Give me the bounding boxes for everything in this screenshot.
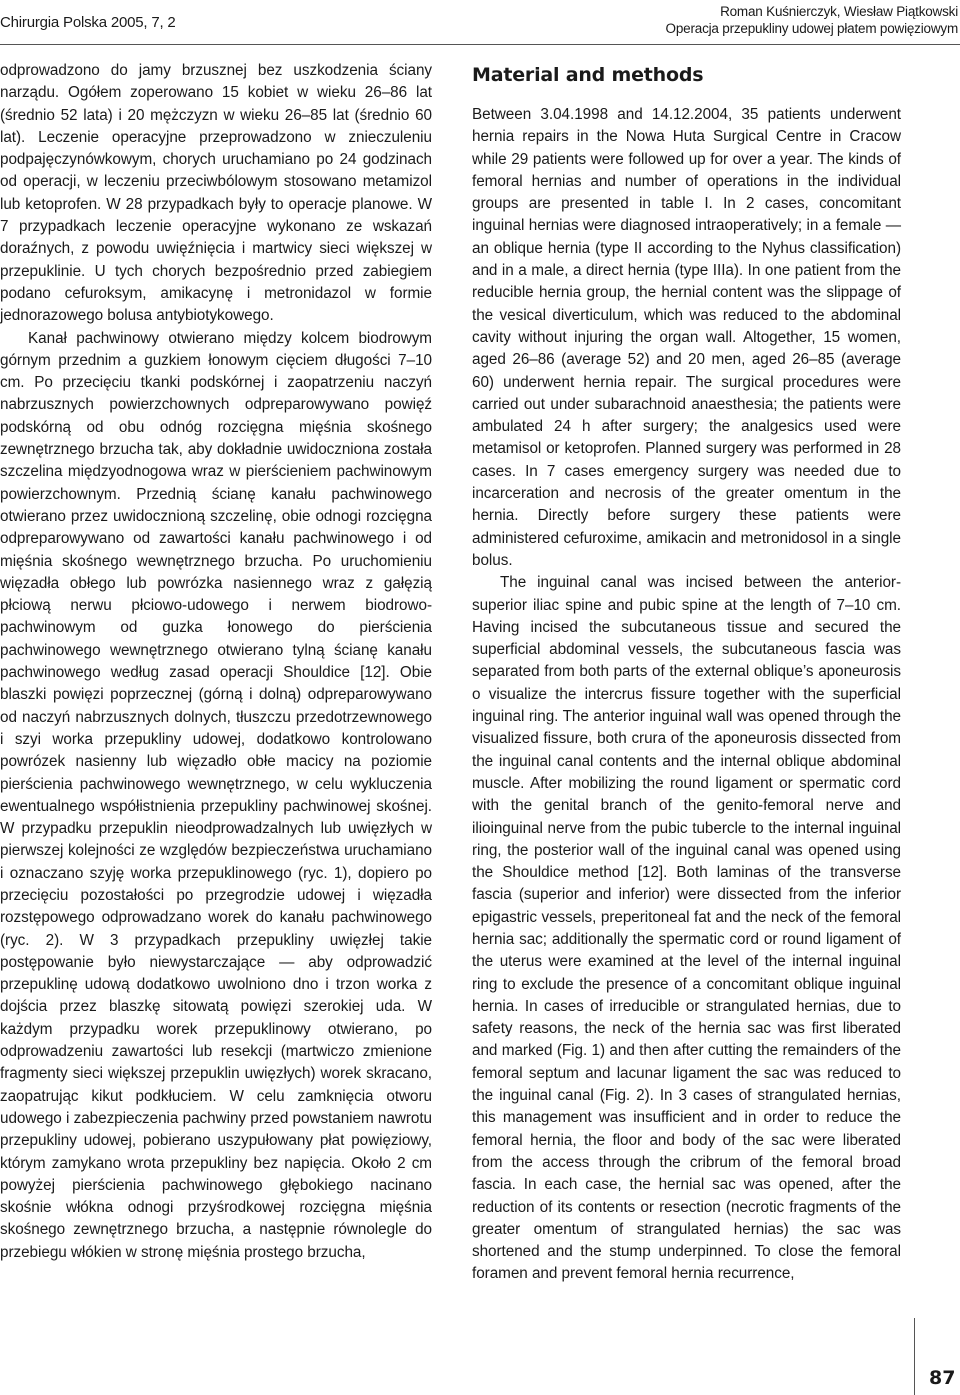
header-divider [0,44,960,45]
page-number: 87 [929,1367,956,1389]
right-paragraph-1: Between 3.04.1998 and 14.12.2004, 35 patients underwent hernia repairs in the Nowa Huta Surgical Centre in Cracow while 29 patients were followed up for over a year. The kinds of femoral hernias and number of operations in the individual groups are presented in table I. In 2 cases, concomitant inguinal hernias were diagnosed intraoperatively; in a female — an oblique hernia (type II according to the Nyhus classification) and in a male, a direct hernia (type IIIa). In one patient from the reducible hernia group, the hernial content was the slippage of the vesical diverticulum, which was reduced to the abdominal cavity without injuring the organ wall. Altogether, 15 women, aged 26–86 (average 52) and 20 men, aged 26–85 (average 60) underwent hernia repair. The surgical procedures were carried out under subarachnoid anaesthesia; the patients were ambulated 24 h after surgery; the analgesics used were metamisol or ketoprofen. Planned surgery was performed in 28 cases. In 7 cases emergency surgery was needed due to incarceration and necrosis of the greater omentum in the hernia. Directly before surgery these patients were administered cefuroxime, amikacin and metronidosol in a single bolus. [472,106,901,569]
journal-citation: Chirurgia Polska 2005, 7, 2 [0,14,176,31]
left-column-polish-text [0,60,432,1264]
left-paragraph-1: odprowadzono do jamy brzusznej bez uszkodzenia ściany narządu. Ogółem zoperowano 15 kobiet w wieku 26–86 lat (średnio 52 lata) i 20 mężczyzn w wieku 26–85 lat (średnio 60 lat). Leczenie operacyjne przeprowadzono w znieczuleniu podpajęczynówkowym, chorych uruchamiano po 24 godzinach od operacji, w leczeniu przeciwbólowym stosowano metamizol lub ketoprofen. W 28 przypadkach były to operacje planowe. W 7 przypadkach leczenie operacyjne wykonano ze wskazań doraźnych, z powodu uwięźnięcia i martwicy sieci większej w przepuklinie. U tych chorych bezpośrednio przed zabiegiem podano cefuroksym, amikacynę i metronidazol w formie jednorazowego bolusa antybiotykowego. [0,62,432,325]
left-paragraph-2: Kanał pachwinowy otwierano między kolcem biodrowym górnym przednim a guzkiem łonowym cięciem długości 7–10 cm. Po przecięciu tkanki podskórnej i zaopatrzeniu naczyń nabrzusznych powierzchownych odpreparowywano powięź podskórną od obu odnóg rozcięgna mięśnia skośnego zewnętrznego brzucha tak, aby dokładnie uwidoczniona została szczelina międzyodnogowa wraz w pierścieniem pachwinowym powierzchownym. Przednią ścianę kanału pachwinowego otwierano przez uwidocznioną szczelinę, obie odnogi rozcięgna odpreparowywano od zawartości kanału pachwinowego i od mięśnia skośnego wewnętrznego brzucha. Po uruchomieniu więzadła obłego lub powrózka nasiennego wraz z gałęzią płciową nerwu płciowo-udowego i nerwem biodrowo-pachwinowym od guzka łonowego do pierścienia pachwinowego wewnętrznego otwierano tylną ścianę kanału pachwinowego według zasad operacji Shouldice [12]. Obie blaszki powięzi poprzecznej (górną i dolną) odpreparowywano od naczyń nabrzusznych dolnych, tłuszczu przedotrzewnowego i szyi worka przepukliny udowej, dodatkowo kontrolowano powrózek nasienny lub więzadło obłe macicy na poziomie pierścienia pachwinowego wewnętrznego, w celu wykluczenia ewentualnego współistnienia przepukliny pachwinowej skośnej. W przypadku przepuklin nieodprowadzalnych lub uwięzłych w pierwszej kolejności ze względów bezpieczeństwa uruchamiano i oznaczano szyję worka przepuklinowego (ryc. 1), dopiero po przecięciu pozostałości po przegrodzie udowej i więzadła rozstępowego odprowadzano worek do kanału pachwinowego (ryc. 2). W 3 przypadkach przepukliny uwięzłej takie postępowanie było niewystarczające — aby odprowadzić przepuklinę udową dodatkowo uwolniono dno i trzon worka z dojścia przez blaszkę sitowatą powięzi szerokiej uda. W każdym przypadku worek przepuklinowy otwierano, po odprowadzeniu zawartości lub resekcji (martwiczo zmienione fragmenty sieci większej przepuklin uwięzłych) worek skracano, zaopatrując kikut podkłuciem. W celu zamknięcia otworu udowego i zabezpieczenia pachwiny przed powstaniem nawrotu przepukliny udowej, pobierano uszypułowany płat powięziowy, którym zamykano wrota przepukliny bez napięcia. Około 2 cm powyżej pierścienia pachwinowego głębokiego nacinano skośnie włókna odnogi przyśrodkowej rozcięgna mięśnia skośnego zewnętrznego brzucha, a następnie równolegle do przebiegu włókien w stronę mięśnia prostego brzucha, [0,329,432,1261]
section-heading-material-and-methods: Material and methods [472,64,704,86]
running-head-title: Operacja przepukliny udowej płatem powięziowym [665,21,958,36]
right-paragraph-2: The inguinal canal was incised between the anterior-superior iliac spine and pubic spine at the length of 7–10 cm. Having incised the subcutaneous tissue and secured the superficial abdominal vessels, the subcutaneous fascia was separated from both parts of the external oblique’s aponeurosis o visualize the intercrus fissure together with the superficial inguinal ring. The anterior inguinal wall was opened through the visualized fissure, both crura of the aponeurosis dissected from the inguinal canal contents and the internal oblique abdominal muscle. After mobilizing the round ligament or spermatic cord with the genital branch of the genito-femoral nerve and ilioinguinal nerve from the pubic tubercle to the internal inguinal ring, the posterior wall of the inguinal canal was opened using the Shouldice method [12]. Both laminas of the transverse fascia (superior and inferior) were dissected from the inferior epigastric vessels, preperitoneal fat and the neck of the femoral hernia sac; additionally the spermatic cord or round ligament of the uterus were examined at the level of the internal inguinal ring to exclude the presence of a concomitant oblique inguinal hernia. In cases of irreducible or strangulated hernias, due to safety reasons, the neck of the hernia sac was first liberated and marked (Fig. 1) and then after cutting the remainders of the femoral septum and lacunar ligament the sac was reduced to the inguinal canal (Fig. 2). In 3 cases of strangulated hernias, this management was insufficient and in order to reduce the femoral hernia, the floor and body of the sac were liberated from the access through the cribrum of the femoral broad fascia. In each case, the hernial sac was opened, after the reduction of its contents or resection (necrotic fragments of the greater omentum of strangulated hernias) the sac was shortened and the stump underpinned. To close the femoral foramen and prevent femoral hernia recurrence, [472,574,901,1283]
running-head [666,3,958,37]
right-column-english-text [472,62,901,1286]
page-number-divider [914,1318,915,1395]
page-header [0,0,960,48]
running-head-authors: Roman Kuśnierczyk, Wiesław Piątkowski [720,4,958,19]
